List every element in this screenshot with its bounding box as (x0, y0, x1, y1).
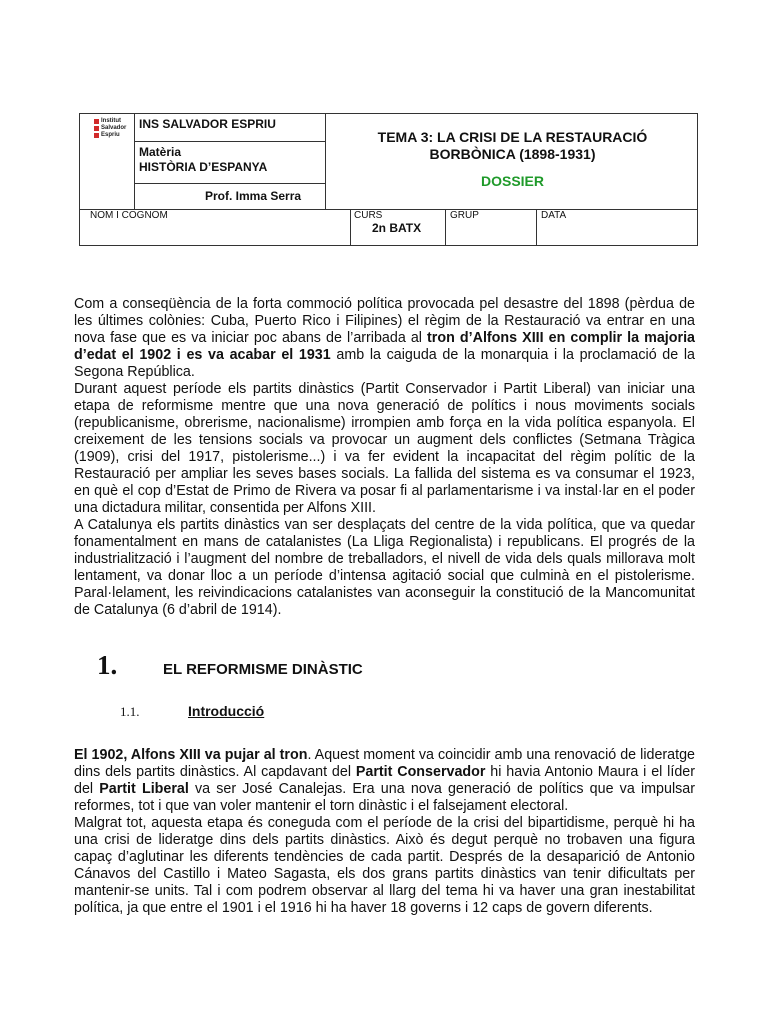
highlight: Partit Conservador (355, 764, 486, 780)
header-table (79, 113, 698, 246)
section-number: 1. (97, 650, 118, 680)
curs-value: 2n BATX (372, 221, 422, 235)
logo-line: Espriu (101, 132, 120, 138)
school-logo (94, 118, 134, 139)
topic-title-line1: TEMA 3: LA CRISI DE LA RESTAURACIÓ (377, 129, 648, 145)
intro-text (74, 296, 695, 619)
intro-paragraph-2: Durant aquest període els partits dinàstics (Partit Conservador i Partit Liberal) van iniciar una etapa de reformisme mentre que una nova generació de polítics i nous moviments socials (republicanisme, obrerisme, nacionalisme) irrompien amb força en la vida política espanyola. El creixement de les tensions socials va provocar un augment dels conflictes (Setmana Tràgica (1909), crisi del 1917, pistolerisme...) i va fer evident la incapacitat del règim polític de la Restauració per ampliar les seves bases socials. La fallida del sistema es va consumar el 1923, en què el cop d’Estat de Primo de Rivera va posar fi al parlamentarisme i va instal·lar en el poder una dictadura militar, consentida per Alfons XIII. (74, 381, 695, 516)
subsection-title: Introducció (188, 703, 265, 719)
name-label: NOM I COGNOM (90, 210, 168, 221)
subject-cell (135, 142, 326, 184)
data-label: DATA (541, 210, 567, 221)
section-heading (97, 650, 363, 681)
body-text (74, 747, 695, 917)
body-paragraph-2: Malgrat tot, aquesta etapa és coneguda com el període de la crisi del bipartidisme, perquè hi ha una crisi de lideratge dins dels partits dinàstics. Això és degut perquè no trobaven una figura capaç d’aglutinar les diferents tendències de cada partit. Després de la desaparició de Antonio Cánavos del Castillo i Mateo Sagasta, els dos grans partits dinàstics van tenir dificultats per mantenir-se units. Tal i com podrem observar al llarg del tema hi va haver una gran inestabilitat política, ja que entre el 1901 i el 1916 hi ha haver 18 governs i 12 caps de govern diferents. (74, 815, 695, 916)
logo-line: Salvador (101, 125, 127, 131)
divider (445, 209, 446, 246)
school-name: INS SALVADOR ESPRIU (135, 114, 326, 142)
logo-line: Institut (101, 118, 121, 124)
section-title: EL REFORMISME DINÀSTIC (163, 661, 363, 678)
subject-label: Matèria (139, 145, 182, 159)
highlight: tron d’Alfons XIII en complir la majoria d’edat el 1902 i es va acabar el 1931 (74, 330, 695, 363)
highlight: Partit Liberal (99, 781, 189, 797)
teacher-name: Prof. Imma Serra (135, 184, 326, 209)
grup-label: GRUP (450, 210, 479, 221)
subsection-heading (120, 703, 264, 720)
subsection-number: 1.1. (120, 704, 140, 719)
topic-cell (326, 114, 699, 209)
logo-cell (80, 114, 135, 209)
divider (536, 209, 537, 246)
body-paragraph-1: El 1902, Alfons XIII va pujar al tron. Aquest moment va coincidir amb una renovació de lideratge dins dels partits dinàstics. Al capdavant del Partit Conservador hi havia Antonio Maura i el líder del Partit Liberal va ser José Canalejas. Era una nova generació de polítics que va impulsar reformes, tot i que van voler mantenir el torn dinàstic i el falsejament electoral. (74, 747, 696, 814)
topic-title-line2: BORBÒNICA (1898-1931) (429, 146, 596, 162)
divider (350, 209, 351, 246)
curs-label: CURS (354, 210, 383, 221)
intro-paragraph-3: A Catalunya els partits dinàstics van ser desplaçats del centre de la vida política, que va quedar fonamentalment en mans de catalanistes (La Lliga Regionalista) i republicans. El progrés de la industrialització i l’augment del nombre de treballadors, el nivell de vida dels quals millorava molt lentament, va donar lloc a un període d’intensa agitació social que culminà en el pistolerisme. Paral·lelament, les reivindicacions catalanistes van aconseguir la constitució de la Mancomunitat de Catalunya (6 d’abril de 1914). (74, 517, 695, 618)
highlight: El 1902, Alfons XIII va pujar al tron (74, 747, 308, 763)
topic-title (326, 129, 699, 163)
dossier-label: DOSSIER (480, 173, 544, 189)
subject-name: HISTÒRIA D’ESPANYA (139, 160, 268, 174)
header-divider (80, 209, 697, 210)
intro-paragraph-1: Com a conseqüència de la forta commoció política provocada pel desastre del 1898 (pèrdua de les últimes colònies: Cuba, Puerto Rico i Filipines) el règim de la Restauració va entrar en una nova fase que es va iniciar poc abans de l’arribada al tron d’Alfons XIII en complir la majoria d’edat el 1902 i es va acabar el 1931 amb la caiguda de la monarquia i la proclamació de la Segona República. (74, 296, 695, 380)
